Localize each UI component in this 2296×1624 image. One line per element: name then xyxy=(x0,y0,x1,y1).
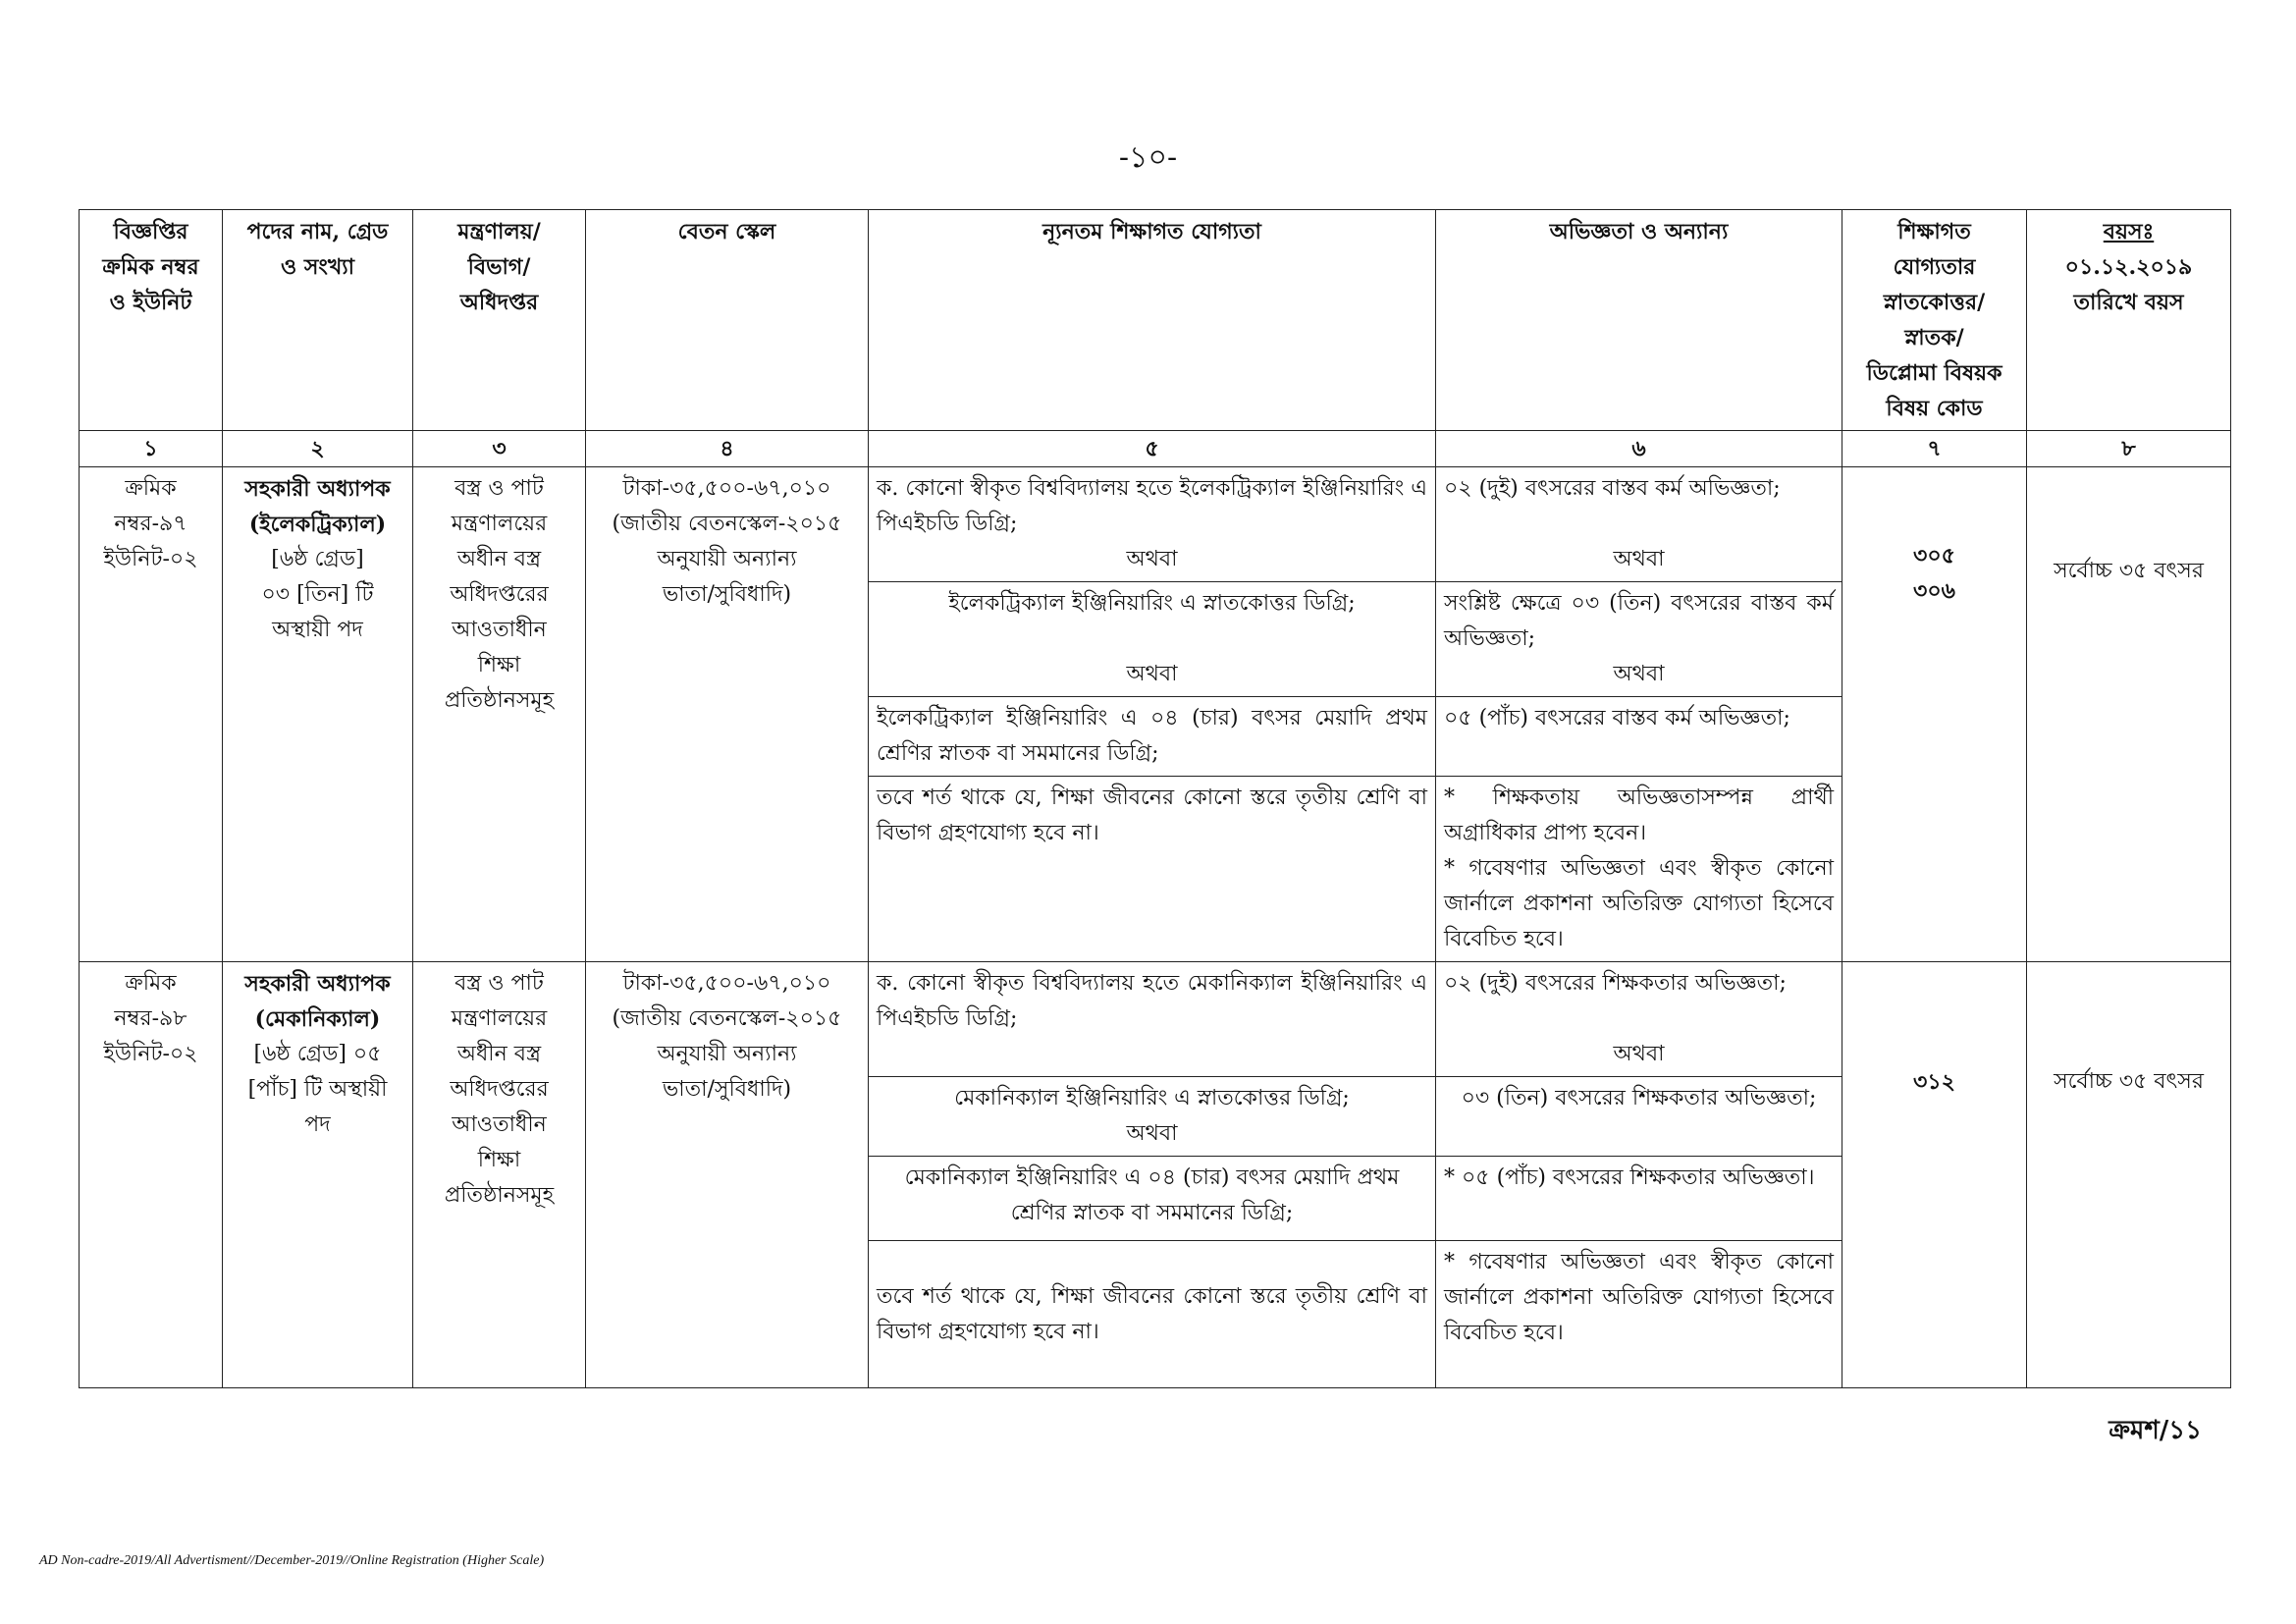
col-number: ১ xyxy=(80,431,223,467)
header-age xyxy=(2027,210,2231,431)
header-qualification: ন্যূনতম শিক্ষাগত যোগ্যতা xyxy=(869,210,1436,431)
footer-path: AD Non-cadre-2019/All Advertisment//December-2019//Online Registration (Higher Scale) xyxy=(39,1553,545,1568)
col-number: ৮ xyxy=(2027,431,2231,467)
post-detail: [৬ষ্ঠ গ্রেড] ০৩ [তিন] টি অস্থায়ী পদ xyxy=(261,547,374,642)
experience-text: ০২ (দুই) বৎসরের বাস্তব কর্ম অভিজ্ঞতা; xyxy=(1444,476,1781,501)
serial-cell: ক্রমিক নম্বর-৯৭ ইউনিট-০২ xyxy=(80,467,223,962)
experience-note: * গবেষণার অভিজ্ঞতা এবং স্বীকৃত কোনো জার্নালে প্রকাশনা অতিরিক্ত যোগ্যতা হিসেবে বিবেচিত হবে। xyxy=(1444,856,1834,951)
table-row xyxy=(80,962,2231,1077)
col-number: ৭ xyxy=(1842,431,2027,467)
qualification-text: ইলেকট্রিক্যাল ইঞ্জিনিয়ারিং এ স্নাতকোত্তর ডিগ্রি; xyxy=(948,591,1356,616)
pay-scale-cell: টাকা-৩৫,৫০০-৬৭,০১০ (জাতীয় বেতনস্কেল-২০১৫ অনুযায়ী অন্যান্য ভাতা/সুবিধাদি) xyxy=(586,962,869,1388)
experience-cell xyxy=(1436,777,1842,962)
header-subject-code: শিক্ষাগত যোগ্যতার স্নাতকোত্তর/ স্নাতক/ ডিপ্লোমা বিষয়ক বিষয় কোড xyxy=(1842,210,2027,431)
header-row xyxy=(80,210,2231,431)
qualification-text: তবে শর্ত থাকে যে, শিক্ষা জীবনের কোনো স্তরে তৃতীয় শ্রেণি বা বিভাগ গ্রহণযোগ্য হবে না। xyxy=(869,1241,1436,1388)
experience-cell xyxy=(1436,467,1842,582)
experience-text: ০৫ (পাঁচ) বৎসরের বাস্তব কর্ম অভিজ্ঞতা; xyxy=(1436,697,1842,777)
or-text: অথবা xyxy=(1613,1042,1665,1066)
subject-code-cell: ৩০৫ ৩০৬ xyxy=(1842,467,2027,962)
continued-label: ক্রমশ/১১ xyxy=(2109,1416,2202,1445)
qualification-text: ইলেকট্রিক্যাল ইঞ্জিনিয়ারিং এ ০৪ (চার) বৎসর মেয়াদি প্রথম শ্রেণির স্নাতক বা সমমানের ডিগ্রি; xyxy=(869,697,1436,777)
col-number: ৬ xyxy=(1436,431,1842,467)
qualification-cell xyxy=(869,467,1436,582)
experience-cell xyxy=(1436,582,1842,697)
header-age-title: বয়সঃ xyxy=(2103,219,2155,244)
job-table xyxy=(79,209,2231,1388)
ministry-cell: বস্ত্র ও পাট মন্ত্রণালয়ের অধীন বস্ত্র অধিদপ্তরের আওতাধীন শিক্ষা প্রতিষ্ঠানসমূহ xyxy=(413,467,586,962)
experience-note: * শিক্ষকতায় অভিজ্ঞতাসম্পন্ন প্রার্থী অগ্রাধিকার প্রাপ্য হবেন। xyxy=(1444,785,1834,845)
or-text: অথবা xyxy=(1126,547,1178,571)
col-number: ৩ xyxy=(413,431,586,467)
table-row xyxy=(80,467,2231,582)
or-text: অথবা xyxy=(1613,662,1665,686)
col-number: ৪ xyxy=(586,431,869,467)
or-text: অথবা xyxy=(1126,662,1178,686)
experience-cell xyxy=(1436,962,1842,1077)
header-age-date: ০১.১২.২০১৯ তারিখে বয়স xyxy=(2064,254,2193,315)
qualification-text: ক. কোনো স্বীকৃত বিশ্ববিদ্যালয় হতে ইলেকট্রিক্যাল ইঞ্জিনিয়ারিং এ পিএইচডি ডিগ্রি; xyxy=(877,476,1427,536)
age-cell: সর্বোচ্চ ৩৫ বৎসর xyxy=(2027,467,2231,962)
or-text: অথবা xyxy=(1613,547,1665,571)
col-number: ৫ xyxy=(869,431,1436,467)
ministry-cell: বস্ত্র ও পাট মন্ত্রণালয়ের অধীন বস্ত্র অধিদপ্তরের আওতাধীন শিক্ষা প্রতিষ্ঠানসমূহ xyxy=(413,962,586,1388)
experience-text: ০৩ (তিন) বৎসরের শিক্ষকতার অভিজ্ঞতা; xyxy=(1436,1077,1842,1157)
experience-text: ০২ (দুই) বৎসরের শিক্ষকতার অভিজ্ঞতা; xyxy=(1444,971,1787,996)
qualification-text: ক. কোনো স্বীকৃত বিশ্ববিদ্যালয় হতে মেকানিক্যাল ইঞ্জিনিয়ারিং এ পিএইচডি ডিগ্রি; xyxy=(869,962,1436,1077)
subject-code-cell: ৩১২ xyxy=(1842,962,2027,1388)
post-title: সহকারী অধ্যাপক (ইলেকট্রিক্যাল) xyxy=(244,476,391,537)
experience-text: * ০৫ (পাঁচ) বৎসরের শিক্ষকতার অভিজ্ঞতা। xyxy=(1436,1157,1842,1241)
column-number-row xyxy=(80,431,2231,467)
col-number: ২ xyxy=(223,431,413,467)
experience-note: * গবেষণার অভিজ্ঞতা এবং স্বীকৃত কোনো জার্নালে প্রকাশনা অতিরিক্ত যোগ্যতা হিসেবে বিবেচিত হবে। xyxy=(1436,1241,1842,1388)
post-cell xyxy=(223,467,413,962)
page-number: -১০- xyxy=(1118,140,1178,175)
header-post: পদের নাম, গ্রেড ও সংখ্যা xyxy=(223,210,413,431)
age-cell: সর্বোচ্চ ৩৫ বৎসর xyxy=(2027,962,2231,1388)
qualification-cell xyxy=(869,1077,1436,1157)
or-text: অথবা xyxy=(1126,1121,1178,1146)
post-cell xyxy=(223,962,413,1388)
post-detail: [৬ষ্ঠ গ্রেড] ০৫ [পাঁচ] টি অস্থায়ী পদ xyxy=(247,1042,388,1137)
header-pay-scale: বেতন স্কেল xyxy=(586,210,869,431)
post-title: সহকারী অধ্যাপক (মেকানিক্যাল) xyxy=(244,971,391,1032)
experience-text: সংশ্লিষ্ট ক্ষেত্রে ০৩ (তিন) বৎসরের বাস্তব কর্ম অভিজ্ঞতা; xyxy=(1444,591,1834,651)
header-serial: বিজ্ঞপ্তির ক্রমিক নম্বর ও ইউনিট xyxy=(80,210,223,431)
qualification-text: মেকানিক্যাল ইঞ্জিনিয়ারিং এ স্নাতকোত্তর ডিগ্রি; xyxy=(954,1086,1350,1110)
qualification-cell xyxy=(869,582,1436,697)
qualification-text: মেকানিক্যাল ইঞ্জিনিয়ারিং এ ০৪ (চার) বৎসর মেয়াদি প্রথম শ্রেণির স্নাতক বা সমমানের ডিগ্রি; xyxy=(869,1157,1436,1241)
serial-cell: ক্রমিক নম্বর-৯৮ ইউনিট-০২ xyxy=(80,962,223,1388)
header-ministry: মন্ত্রণালয়/ বিভাগ/ অধিদপ্তর xyxy=(413,210,586,431)
pay-scale-cell: টাকা-৩৫,৫০০-৬৭,০১০ (জাতীয় বেতনস্কেল-২০১৫ অনুযায়ী অন্যান্য ভাতা/সুবিধাদি) xyxy=(586,467,869,962)
qualification-text: তবে শর্ত থাকে যে, শিক্ষা জীবনের কোনো স্তরে তৃতীয় শ্রেণি বা বিভাগ গ্রহণযোগ্য হবে না। xyxy=(869,777,1436,962)
header-experience: অভিজ্ঞতা ও অন্যান্য xyxy=(1436,210,1842,431)
